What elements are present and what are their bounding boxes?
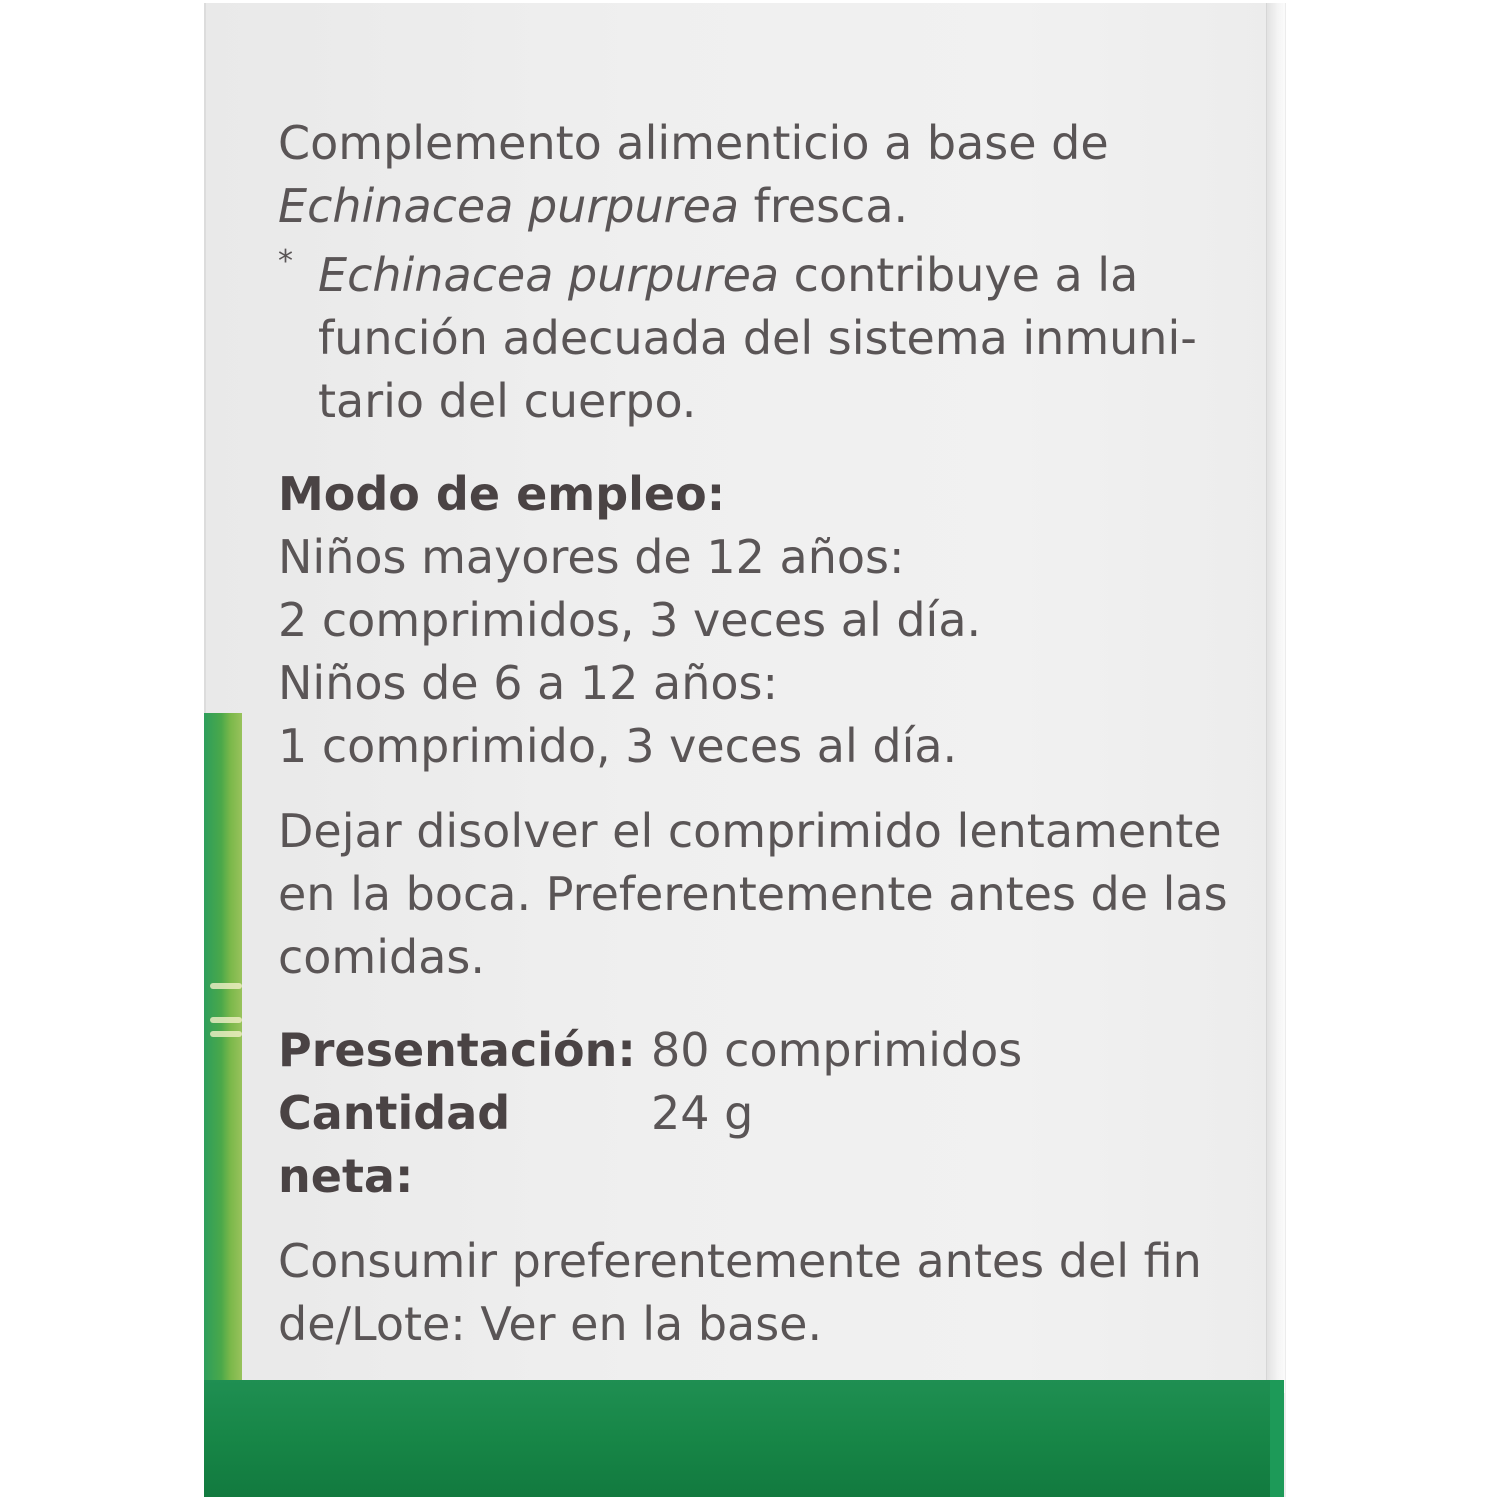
usage-heading: Modo de empleo: [278, 467, 726, 521]
green-footer-band [204, 1380, 1270, 1497]
note-line: tario del cuerpo. [318, 374, 697, 428]
detail-row-presentation [278, 1019, 1238, 1082]
product-description [278, 112, 1238, 238]
instruction-line: comidas. [278, 930, 485, 984]
note-line: función adecuada del sistema inmuni- [318, 311, 1197, 365]
description-rest: fresca. [739, 179, 909, 233]
package-edge [1266, 3, 1285, 1393]
usage-line: Niños de 6 a 12 años: [278, 656, 779, 710]
instruction-line: Dejar disolver el comprimido lentamente [278, 804, 1222, 858]
note-rest: contribuye a la [779, 248, 1139, 302]
highlight-streak [210, 1031, 242, 1037]
instruction-line: en la boca. Preferentemente antes de las [278, 867, 1228, 921]
detail-label: Presentación: [278, 1023, 636, 1077]
highlight-streak [210, 1017, 242, 1023]
footnote-marker: * [278, 244, 293, 279]
usage-line: 1 comprimido, 3 veces al día. [278, 719, 958, 773]
note-line [318, 244, 1238, 307]
highlight-streak [210, 983, 242, 989]
species-name: Echinacea purpurea [318, 248, 780, 302]
species-name: Echinacea purpurea [278, 179, 740, 233]
detail-row-net-quantity [278, 1082, 1238, 1208]
label-text-block [278, 112, 1238, 1356]
description-line: Complemento alimenticio a base de [278, 116, 1109, 170]
detail-label: Cantidad neta: [278, 1086, 511, 1203]
detail-value: 24 g [651, 1086, 754, 1140]
instructions-section [278, 800, 1238, 989]
usage-section [278, 463, 1238, 778]
description-line [278, 175, 1238, 238]
best-before-line: de/Lote: Ver en la base. [278, 1297, 823, 1351]
detail-value: 80 comprimidos [651, 1023, 1023, 1077]
details-section [278, 1019, 1238, 1208]
green-band-edge [1270, 1380, 1284, 1497]
best-before-line: Consumir preferentemente antes del fin [278, 1234, 1202, 1288]
best-before-section [278, 1230, 1238, 1356]
usage-line: 2 comprimidos, 3 veces al día. [278, 593, 982, 647]
health-claim-note [278, 244, 1238, 433]
front-face-strip [204, 713, 242, 1381]
usage-line: Niños mayores de 12 años: [278, 530, 905, 584]
